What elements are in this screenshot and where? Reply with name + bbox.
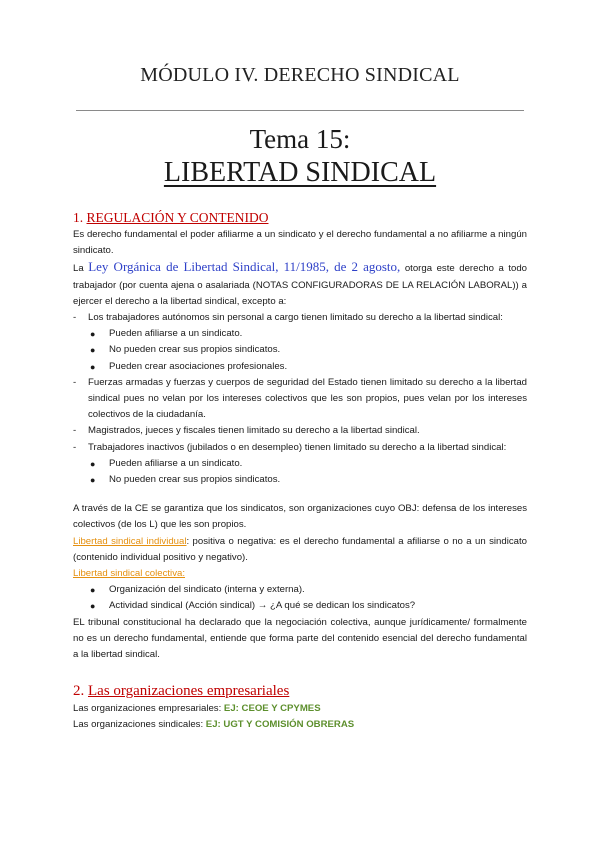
exception-text: Magistrados, jueces y fiscales tienen limitado su derecho a la libertad sindical. (88, 425, 420, 437)
bullet-item (73, 598, 527, 614)
exception-item (73, 375, 527, 424)
law-paragraph (73, 259, 527, 310)
bullet-item (73, 359, 527, 375)
employer-orgs-label: Las organizaciones empresariales: (73, 703, 224, 715)
bullet-icon: ● (90, 475, 96, 486)
section2-heading (73, 681, 527, 701)
bullet-item (73, 342, 527, 358)
bullet-item (73, 456, 527, 472)
individual-paragraph (73, 534, 527, 566)
collective-label: Libertad sindical colectiva: (73, 568, 185, 580)
exception-item (73, 440, 527, 456)
section1-heading (73, 209, 527, 227)
bullet-icon: ● (90, 585, 96, 596)
section1-heading-text: REGULACIÓN Y CONTENIDO (86, 210, 269, 225)
bullet-icon: ● (90, 329, 96, 340)
law-post: otorga este derecho a todo trabajador (por cuenta ajena o asalariada (NOTAS CONFIGURADORAS DE LA RELACIÓN LABORAL)) a ejercer el derecho a la libertad sindical, excepto a: (73, 263, 528, 307)
section2-number: 2. (73, 683, 88, 700)
page-title-text: LIBERTAD SINDICAL (163, 157, 437, 188)
collective-label-line (73, 566, 527, 582)
bullet-item (73, 472, 527, 488)
dash-marker: - (73, 312, 77, 324)
exception-text: Trabajadores inactivos (jubilados o en desempleo) tienen limitado su derecho a la libertad sindical: (88, 441, 507, 453)
law-name: Ley Orgánica de Libertad Sindical, 11/1985, de 2 agosto, (88, 259, 401, 275)
section1-intro: Es derecho fundamental el poder afiliarme a un sindicato y el derecho fundamental a no afiliarme a ningún sindicato. (73, 229, 527, 257)
bullet-icon: ● (90, 601, 96, 612)
bullet-text: Actividad sindical (Acción sindical) → ¿A qué se dedican los sindicatos? (109, 600, 416, 612)
employer-orgs-line (73, 701, 527, 717)
bullet-text: Organización del sindicato (interna y externa). (109, 584, 305, 596)
section2-heading-text: Las organizaciones empresariales (88, 683, 290, 700)
law-pre: La (73, 263, 89, 275)
individual-text: : positiva o negativa: es el derecho fundamental a afiliarse o no a un sindicato (contenido individual positivo y negativo). (73, 535, 527, 563)
divider (76, 110, 524, 111)
page-title (0, 157, 600, 189)
document-body (73, 209, 527, 734)
module-heading: MÓDULO IV. DERECHO SINDICAL (140, 64, 460, 86)
tema-number: Tema 15: (249, 124, 351, 154)
exception-text: Los trabajadores autónomos sin personal a cargo tienen limitado su derecho a la libertad sindical: (88, 312, 503, 324)
employer-orgs-example: EJ: CEOE Y CPYMES (223, 703, 321, 715)
ce-paragraph: A través de la CE se garantiza que los sindicatos, son organizaciones cuyo OBJ: defensa de los intereses colectivos (de los L) que les son propios. (73, 503, 527, 531)
bullet-text: Pueden afiliarse a un sindicato. (109, 328, 243, 340)
bullet-icon: ● (90, 361, 96, 372)
bullet-text: No pueden crear sus propios sindicatos. (109, 344, 281, 356)
union-orgs-example: EJ: UGT Y COMISIÓN OBRERAS (205, 719, 355, 731)
exception-item (73, 423, 527, 439)
bullet-text: No pueden crear sus propios sindicatos. (109, 474, 281, 486)
section1-number: 1. (73, 210, 87, 225)
exception-item (73, 310, 527, 326)
exception-text: Fuerzas armadas y fuerzas y cuerpos de seguridad del Estado tienen limitado su derecho a la libertad sindical pues no velan por los intereses colectivos que les son propios, pues velan por los intereses colectivos de la ciudadanía. (88, 376, 527, 421)
bullet-icon: ● (90, 345, 96, 356)
bullet-icon: ● (90, 458, 96, 469)
bullet-item (73, 326, 527, 342)
dash-marker: - (73, 441, 77, 453)
dash-marker: - (73, 376, 77, 388)
union-orgs-label: Las organizaciones sindicales: (73, 719, 206, 731)
spacer (73, 663, 527, 681)
dash-marker: - (73, 425, 77, 437)
bullet-item (73, 582, 527, 598)
spacer (73, 488, 527, 501)
bullet-text: Pueden crear asociaciones profesionales. (109, 360, 288, 372)
union-orgs-line (73, 717, 527, 733)
tribunal-paragraph: EL tribunal constitucional ha declarado que la negociación colectiva, aunque jurídicamente/ formalmente no es un derecho fundamental, entiende que forma parte del contenido esencial del derecho fundamental a la libertad sindical. (73, 616, 527, 661)
individual-label: Libertad sindical individual (73, 535, 187, 547)
bullet-text: Pueden afiliarse a un sindicato. (109, 457, 243, 469)
